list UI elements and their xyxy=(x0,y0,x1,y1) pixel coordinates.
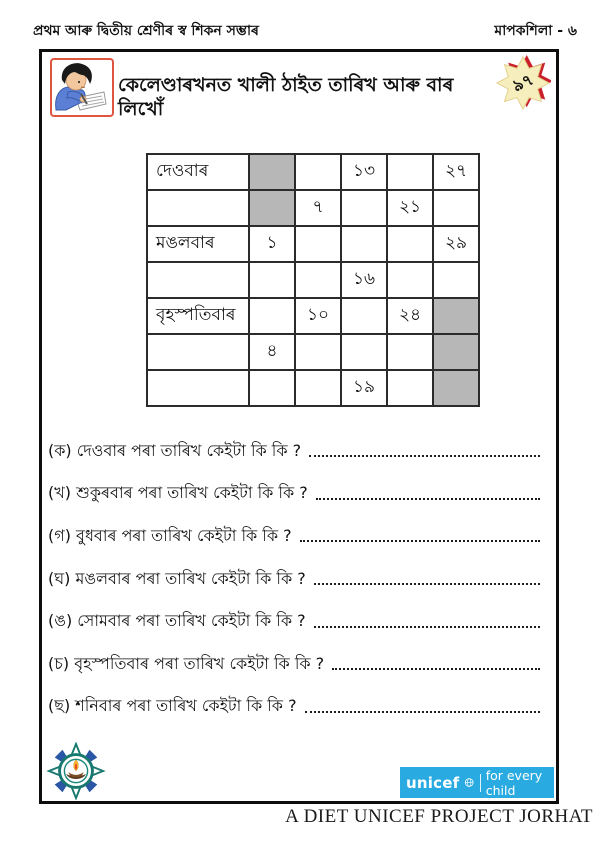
question-text: (খ) শুকুৰবাৰ পৰা তাৰিখ কেইটা কি কি ? xyxy=(48,483,308,503)
unicef-globe-icon xyxy=(464,775,474,790)
page-title: কেলেণ্ডাৰখনত খালী ঠাইত তাৰিখ আৰু বাৰ লিখোঁ xyxy=(118,74,454,120)
day-cell xyxy=(147,370,249,406)
question-text: (ঘ) মঙলবাৰ পৰা তাৰিখ কেইটা কি কি ? xyxy=(48,568,306,588)
unicef-wordmark: unicef xyxy=(406,773,460,792)
unicef-logo xyxy=(400,767,554,798)
date-cell xyxy=(295,262,341,298)
date-cell xyxy=(433,262,479,298)
date-cell xyxy=(295,154,341,190)
blocked-cell xyxy=(433,370,479,406)
calendar-row xyxy=(147,370,479,406)
date-cell: ১৩ xyxy=(341,154,387,190)
calendar-row xyxy=(147,190,479,226)
badge-number: ৯৭ xyxy=(509,69,536,95)
date-cell xyxy=(341,190,387,226)
question-row xyxy=(48,558,540,601)
question-row xyxy=(48,686,540,729)
star-badge xyxy=(495,55,551,111)
question-row xyxy=(48,600,540,643)
date-cell xyxy=(249,370,295,406)
day-cell xyxy=(147,190,249,226)
blocked-cell xyxy=(433,298,479,334)
calendar-row xyxy=(147,298,479,334)
question-row xyxy=(48,430,540,473)
header-left-text: প্ৰথম আৰু দ্বিতীয় শ্ৰেণীৰ স্ব শিকন সম্ভাৰ xyxy=(33,23,259,39)
date-cell: ৪ xyxy=(249,334,295,370)
day-cell xyxy=(147,262,249,298)
answer-line xyxy=(300,540,540,542)
day-cell: দেওবাৰ xyxy=(147,154,249,190)
date-cell xyxy=(295,370,341,406)
answer-line xyxy=(314,626,540,628)
date-cell xyxy=(295,226,341,262)
day-cell xyxy=(147,334,249,370)
project-caption: A DIET UNICEF PROJECT JORHAT xyxy=(285,806,593,827)
calendar-row xyxy=(147,154,479,190)
answer-line xyxy=(309,455,540,457)
diet-emblem-art xyxy=(45,742,107,800)
child-writing-icon-art xyxy=(52,60,108,111)
date-cell xyxy=(249,262,295,298)
question-row xyxy=(48,473,540,516)
date-cell: ১৬ xyxy=(341,262,387,298)
date-cell xyxy=(341,298,387,334)
date-cell: ১ xyxy=(249,226,295,262)
date-cell xyxy=(387,370,433,406)
date-cell xyxy=(341,334,387,370)
header-right-text: মাপকশিলা - ৬ xyxy=(494,23,577,39)
calendar-row xyxy=(147,262,479,298)
question-text: (চ) বৃহস্পতিবাৰ পৰা তাৰিখ কেইটা কি কি ? xyxy=(48,653,325,673)
date-cell: ২৪ xyxy=(387,298,433,334)
worksheet-frame xyxy=(39,49,559,804)
date-cell xyxy=(433,190,479,226)
blocked-cell xyxy=(249,190,295,226)
unicef-divider xyxy=(480,774,481,792)
answer-line xyxy=(305,711,540,713)
question-text: (ক) দেওবাৰ পৰা তাৰিখ কেইটা কি কি ? xyxy=(48,440,302,460)
date-cell: ১০ xyxy=(295,298,341,334)
date-cell xyxy=(249,298,295,334)
date-cell: ২৯ xyxy=(433,226,479,262)
child-writing-icon xyxy=(50,58,114,117)
date-cell: ৭ xyxy=(295,190,341,226)
question-text: (ঙ) সোমবাৰ পৰা তাৰিখ কেইটা কি কি ? xyxy=(48,611,306,631)
question-list xyxy=(48,430,540,728)
date-cell xyxy=(341,226,387,262)
day-cell: বৃহস্পতিবাৰ xyxy=(147,298,249,334)
date-cell xyxy=(295,334,341,370)
answer-line xyxy=(332,668,540,670)
date-cell xyxy=(387,154,433,190)
answer-line xyxy=(316,498,540,500)
calendar-table xyxy=(146,153,480,407)
diet-emblem-icon xyxy=(45,742,107,800)
calendar-row xyxy=(147,226,479,262)
calendar-row xyxy=(147,334,479,370)
date-cell xyxy=(387,334,433,370)
day-cell: মঙলবাৰ xyxy=(147,226,249,262)
question-text: (ছ) শনিবাৰ পৰা তাৰিখ কেইটা কি কি ? xyxy=(48,696,297,716)
question-text: (গ) বুধবাৰ পৰা তাৰিখ কেইটা কি কি ? xyxy=(48,525,292,545)
date-cell: ২১ xyxy=(387,190,433,226)
answer-line xyxy=(314,583,540,585)
unicef-tagline: for every child xyxy=(485,767,543,798)
question-row xyxy=(48,515,540,558)
date-cell: ২৭ xyxy=(433,154,479,190)
date-cell xyxy=(387,262,433,298)
date-cell: ১৯ xyxy=(341,370,387,406)
question-row xyxy=(48,643,540,686)
blocked-cell xyxy=(249,154,295,190)
blocked-cell xyxy=(433,334,479,370)
date-cell xyxy=(387,226,433,262)
